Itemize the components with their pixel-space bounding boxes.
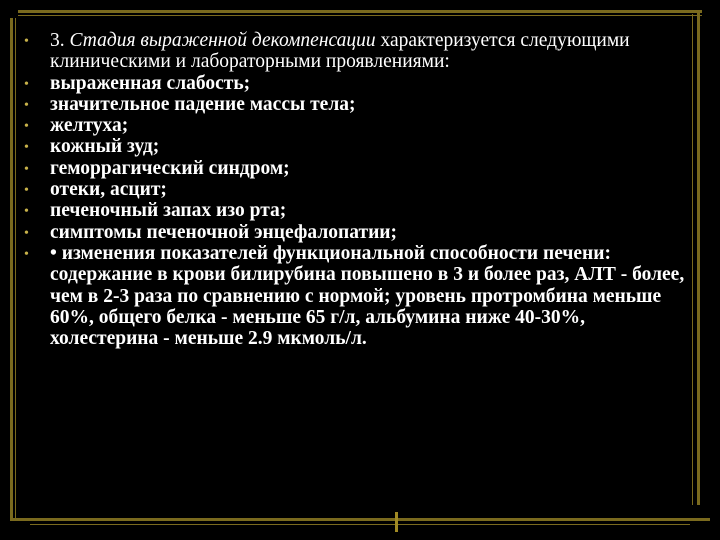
inner-bullet-icon: • <box>50 242 57 264</box>
list-item-text: отеки, асцит; <box>50 179 167 201</box>
list-item-text: выраженная слабость; <box>50 72 251 94</box>
list-item-text: печеночный запах изо рта; <box>50 200 287 222</box>
list-item-last <box>22 243 690 349</box>
bullet-icon: • <box>24 140 29 156</box>
list-item-text: желтуха; <box>50 115 129 137</box>
bullet-icon: • <box>24 76 29 92</box>
border-bottom <box>10 518 710 521</box>
list-item <box>22 158 690 179</box>
bullet-icon: • <box>24 204 29 220</box>
intro-number: 3. <box>50 30 65 51</box>
list-item <box>22 222 690 243</box>
list-item-text: геморрагический синдром; <box>50 157 290 179</box>
bullet-icon: • <box>24 225 29 241</box>
bullet-icon: • <box>24 246 29 262</box>
bullet-icon: • <box>24 183 29 199</box>
border-bottom-tick <box>395 512 398 532</box>
list-item <box>22 200 690 221</box>
list-item-intro <box>22 30 690 73</box>
border-top-thin <box>18 15 702 16</box>
list-item-text: кожный зуд; <box>50 136 160 158</box>
slide-content <box>22 30 690 349</box>
bullet-icon: • <box>24 161 29 177</box>
bullet-icon: • <box>24 97 29 113</box>
last-item-text: изменения показателей функциональной способности печени: содержание в крови билирубина повышено в 3 и более раз, АЛТ - более, чем в 2-3 раза по сравнению с нормой; уровень протромбина меньше 60%, общего белка - меньше 65 г/л, альбумина ниже 40-30%, холестерина - меньше 2.9 мкмоль/л. <box>50 242 685 350</box>
list-item <box>22 179 690 200</box>
border-right-thin <box>692 14 693 505</box>
bullet-icon: • <box>24 34 29 49</box>
intro-text: характеризуется следующими клиническими и лабораторными проявлениями: <box>50 30 630 73</box>
list-item <box>22 94 690 115</box>
list-item-text: значительное падение массы тела; <box>50 93 356 115</box>
border-left <box>10 18 13 518</box>
border-right <box>697 10 700 505</box>
bullet-icon: • <box>24 119 29 135</box>
list-item-text: симптомы печеночной энцефалопатии; <box>50 221 398 243</box>
border-top <box>18 10 702 13</box>
list-item <box>22 115 690 136</box>
list-item <box>22 73 690 94</box>
intro-emphasis: Стадия выраженной декомпенсации <box>69 30 376 51</box>
bullet-list <box>22 30 690 349</box>
border-bottom-thin <box>30 524 690 525</box>
border-left-thin <box>15 18 16 518</box>
list-item <box>22 136 690 157</box>
